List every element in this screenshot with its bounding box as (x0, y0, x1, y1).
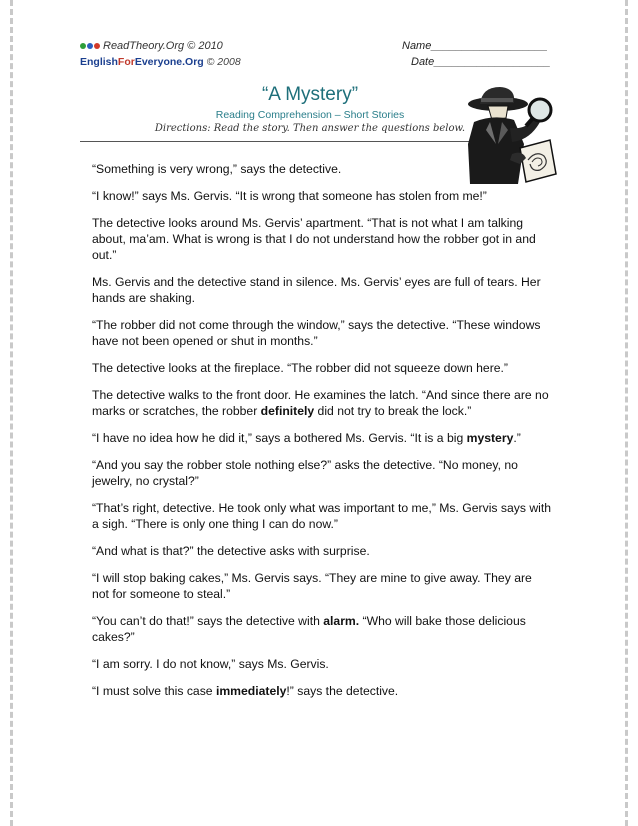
directions: Directions: Read the story. Then answer the questions below. (154, 123, 466, 134)
paragraph-text: “You can’t do that!” says the detective with (92, 614, 324, 628)
story-paragraph: Ms. Gervis and the detective stand in silence. Ms. Gervis’ eyes are full of tears. Her hands are shaking. (92, 275, 541, 305)
efe-everyone: Everyone.Org (134, 56, 204, 68)
story-text (92, 161, 552, 710)
readtheory-name: ReadTheory.Org (103, 40, 185, 52)
paragraph-text: !” says the detective. (286, 684, 399, 698)
story-subtitle: Reading Comprehension – Short Stories (215, 109, 405, 121)
paragraph-text: The detective walks to the front door. He examines the latch. “And since there are no marks or scratches, the robber (92, 388, 549, 418)
story-paragraph: The detective looks at the fireplace. “The robber did not squeeze down here.” (92, 361, 508, 375)
left-page-border (10, 0, 13, 826)
vocab-word-definitely: definitely (260, 404, 315, 418)
story-paragraph (92, 613, 552, 645)
story-paragraph: “That’s right, detective. He took only what was important to me,” Ms. Gervis says with a sigh. “There is only one thing I can do now.” (92, 501, 552, 531)
right-page-border (625, 0, 628, 826)
story-paragraph: The detective looks around Ms. Gervis’ apartment. “That is not what I am talking about, ma’am. What is wrong is that I do not understand how the robber got in and out.” (92, 216, 536, 262)
vocab-word-alarm: alarm. (323, 614, 360, 628)
logo-dots-icon (80, 40, 101, 52)
efe-english: English (80, 56, 118, 68)
paragraph-text: .” (513, 431, 521, 445)
worksheet-header (80, 40, 550, 70)
paragraph-text: “Who will bake those delicious cakes?” (92, 614, 526, 644)
name-field[interactable]: Name___________________ (402, 40, 548, 52)
paragraph-text: “I must solve this case (92, 684, 216, 698)
efe-copyright: © 2008 (206, 56, 241, 68)
story-paragraph: “And what is that?” the detective asks with surprise. (92, 544, 370, 558)
vocab-word-immediately: immediately (215, 684, 287, 698)
story-paragraph (92, 430, 552, 446)
vocab-word-mystery: mystery (466, 431, 514, 445)
blue-dot-icon (87, 43, 93, 49)
story-paragraph: “I am sorry. I do not know,” says Ms. Gervis. (92, 657, 329, 671)
red-dot-icon (94, 43, 100, 49)
readtheory-copyright: © 2010 (187, 40, 223, 52)
story-paragraph: “The robber did not come through the window,” says the detective. “These windows have not been opened or shut in months.” (92, 318, 541, 348)
story-paragraph: “I will stop baking cakes,” Ms. Gervis says. “They are mine to give away. They are not for someone to steal.” (92, 571, 532, 601)
green-dot-icon (80, 43, 86, 49)
story-paragraph: “I know!” says Ms. Gervis. “It is wrong that someone has stolen from me!” (92, 189, 487, 203)
story-paragraph (92, 683, 552, 699)
paragraph-text: did not try to break the lock.” (314, 404, 472, 418)
story-paragraph (92, 387, 552, 419)
date-field[interactable]: Date___________________ (411, 56, 551, 68)
paragraph-text: “I have no idea how he did it,” says a bothered Ms. Gervis. “It is a big (92, 431, 467, 445)
story-paragraph: “Something is very wrong,” says the detective. (92, 162, 342, 176)
story-title: “A Mystery” (261, 84, 359, 105)
efe-for: For (117, 56, 135, 68)
header-divider (80, 141, 492, 142)
story-paragraph: “And you say the robber stole nothing else?” asks the detective. “No money, no jewelry, no crystal?” (92, 458, 518, 488)
englishforeveryone-logo (80, 56, 241, 68)
readtheory-logo (80, 40, 223, 52)
